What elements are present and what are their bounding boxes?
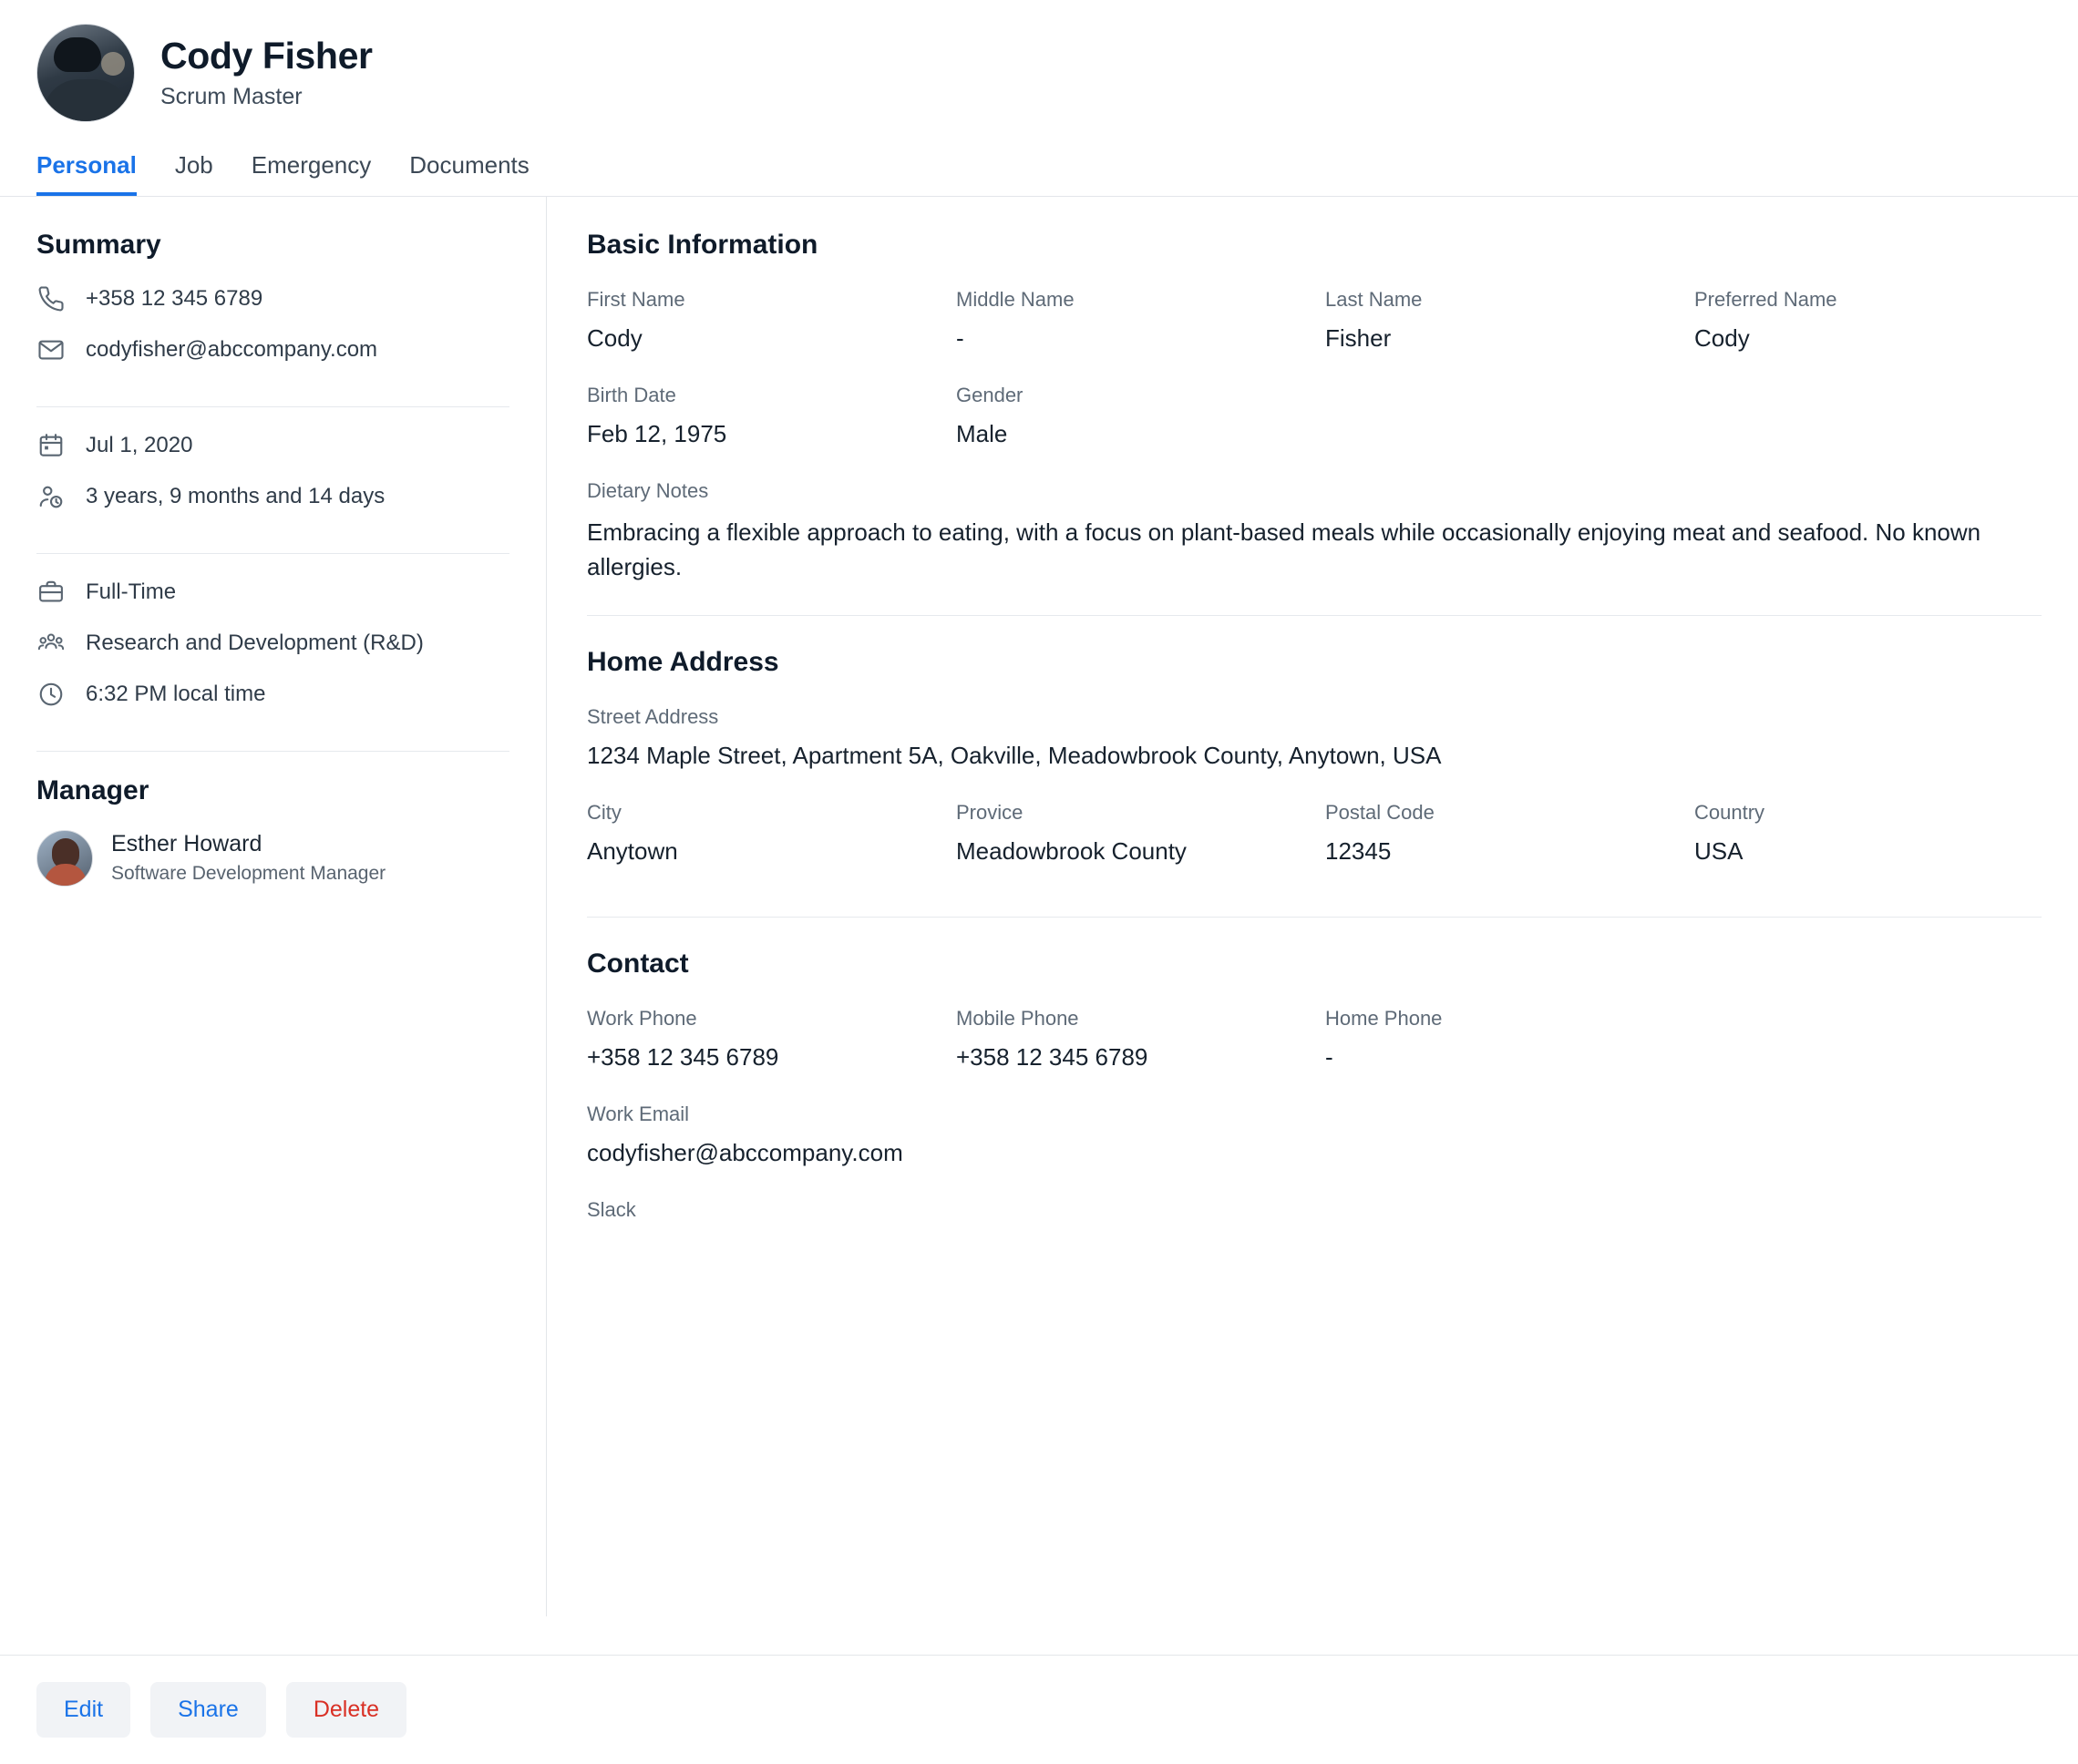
field-province-value: Meadowbrook County [956,837,1187,866]
envelope-icon [36,335,66,364]
field-work-email-label: Work Email [587,1102,690,1126]
profile-tabs [0,122,2078,197]
field-dietary-notes [587,479,2042,584]
section-divider-1 [587,615,2042,616]
field-middle-name-value: - [956,324,964,352]
field-first-name-value: Cody [587,324,643,352]
field-preferred-name [1694,288,2042,353]
field-dietary-notes-label: Dietary Notes [587,479,709,502]
field-slack [587,1198,2042,1222]
profile-header [0,0,2078,122]
summary-employment-type-text: Full-Time [86,579,177,604]
home-address-heading: Home Address [587,647,779,678]
page-title: Cody Fisher [160,34,373,77]
field-spacer-1 [1325,384,1672,479]
action-bar [0,1655,2078,1764]
basic-information-heading: Basic Information [587,230,818,260]
share-button[interactable]: Share [150,1682,266,1738]
phone-icon [36,284,66,313]
calendar-icon [36,431,66,460]
field-city-label: City [587,801,622,825]
section-divider-2 [587,917,2042,918]
field-province-label: Provice [956,801,1024,825]
field-birth-date-value: Feb 12, 1975 [587,420,727,447]
field-mobile-phone [956,1007,1303,1072]
home-address-row [587,801,2042,897]
summary-email [36,335,509,364]
field-first-name [587,288,934,353]
contact-phones-row [587,1007,2042,1102]
field-spacer-3 [1694,1007,2042,1102]
field-country-value: USA [1694,837,1744,866]
user-clock-icon [36,482,66,511]
tab-emergency[interactable]: Emergency [251,151,372,179]
field-work-email [587,1102,2042,1167]
summary-department [36,629,509,658]
field-work-phone-value: +358 12 345 6789 [587,1043,779,1072]
field-work-email-value: codyfisher@abccompany.com [587,1139,903,1167]
field-last-name-label: Last Name [1325,288,1423,311]
manager-avatar [36,830,93,887]
field-last-name [1325,288,1672,353]
avatar-highlight [101,52,125,76]
clock-icon [36,680,66,709]
field-work-phone [587,1007,934,1072]
field-city-value: Anytown [587,837,678,866]
field-last-name-value: Fisher [1325,324,1392,352]
field-mobile-phone-label: Mobile Phone [956,1007,1079,1031]
field-home-phone-label: Home Phone [1325,1007,1443,1031]
summary-tenure-text: 3 years, 9 months and 14 days [86,484,386,508]
field-first-name-label: First Name [587,288,685,311]
manager-heading: Manager [36,775,149,805]
field-province [956,801,1303,866]
summary-employment-type [36,578,509,607]
basic-information-row-1 [587,288,2042,384]
field-city [587,801,934,866]
field-work-phone-label: Work Phone [587,1007,697,1031]
summary-start-date [36,431,509,460]
field-preferred-name-value: Cody [1694,324,1750,352]
field-postal-code-value: 12345 [1325,837,1392,866]
summary-start-date-text: Jul 1, 2020 [86,433,193,457]
field-preferred-name-label: Preferred Name [1694,288,1837,311]
tenure-summary-group [36,431,509,553]
contact-heading: Contact [587,949,689,979]
summary-email-text: codyfisher@abccompany.com [86,337,378,362]
field-spacer-2 [1694,384,2042,479]
field-slack-label: Slack [587,1198,636,1222]
field-birth-date [587,384,934,448]
field-street-address-label: Street Address [587,705,719,729]
field-gender-label: Gender [956,384,1024,406]
field-home-phone-value: - [1325,1043,1333,1072]
field-street-address-value: 1234 Maple Street, Apartment 5A, Oakville, Meadowbrook County, Anytown, USA [587,742,1442,770]
field-middle-name [956,288,1303,353]
person-role: Scrum Master [160,84,303,110]
tab-job[interactable]: Job [174,151,213,179]
summary-heading: Summary [36,230,161,260]
sidebar-divider-2 [36,553,509,554]
field-middle-name-label: Middle Name [956,288,1075,311]
summary-tenure [36,482,509,511]
team-icon [36,629,66,658]
field-dietary-notes-value: Embracing a flexible approach to eating, with a focus on plant-based meals while occasionally enjoying meat and seafood. No known allergies. [587,518,1981,580]
tab-documents[interactable]: Documents [409,151,530,179]
briefcase-icon [36,578,66,607]
field-postal-code [1325,801,1672,866]
field-postal-code-label: Postal Code [1325,801,1435,825]
summary-phone-text: +358 12 345 6789 [86,286,263,311]
details-panel [547,197,2078,1616]
contact-summary-group [36,284,509,406]
sidebar-divider-3 [36,751,509,752]
field-street-address [587,705,2042,770]
field-gender [956,384,1303,448]
summary-department-text: Research and Development (R&D) [86,631,424,655]
manager-title-text: Software Development Manager [111,863,386,885]
field-birth-date-label: Birth Date [587,384,676,406]
manager-name: Esther Howard [111,831,262,857]
delete-button[interactable]: Delete [286,1682,406,1738]
field-country [1694,801,2042,866]
edit-button[interactable]: Edit [36,1682,130,1738]
tab-personal[interactable]: Personal [36,153,137,196]
sidebar-divider-1 [36,406,509,407]
summary-phone [36,284,509,313]
field-home-phone [1325,1007,1672,1072]
basic-information-row-2 [587,384,2042,479]
summary-local-time [36,680,509,709]
summary-local-time-text: 6:32 PM local time [86,682,266,706]
field-mobile-phone-value: +358 12 345 6789 [956,1043,1148,1072]
field-gender-value: Male [956,420,1008,447]
work-summary-group [36,578,509,751]
avatar [36,24,135,122]
field-country-label: Country [1694,801,1765,825]
summary-sidebar [0,197,547,1616]
manager-card[interactable] [36,830,509,887]
